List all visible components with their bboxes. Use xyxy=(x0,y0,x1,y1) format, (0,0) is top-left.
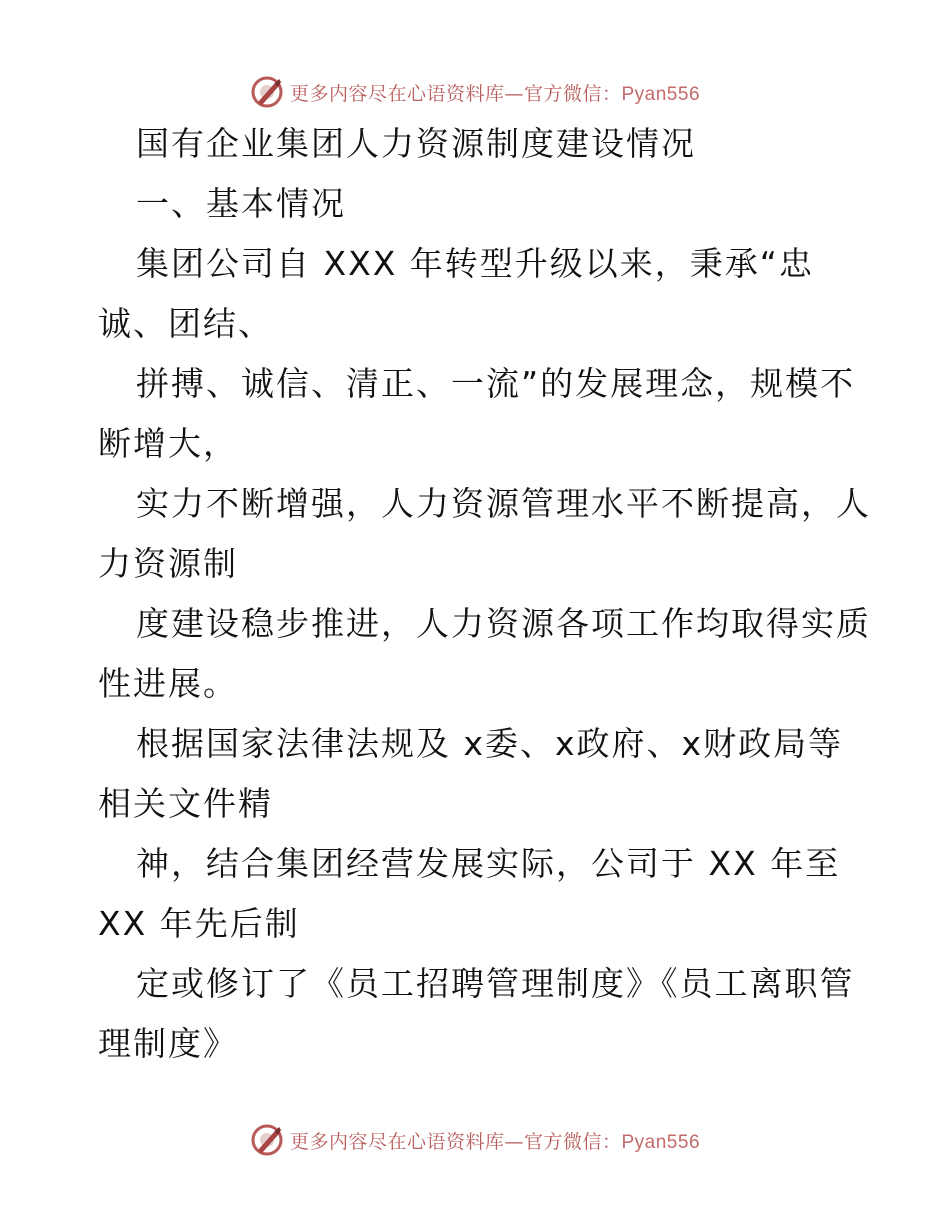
text-line: 理制度》 xyxy=(98,1024,238,1063)
text-line: 神，结合集团经营发展实际，公司于 XX 年至 xyxy=(136,844,841,883)
pen-logo-icon xyxy=(250,75,284,109)
text-line: 诚、团结、 xyxy=(98,304,273,343)
pen-logo-icon xyxy=(250,1123,284,1157)
footer-watermark-banner xyxy=(0,1120,950,1160)
document-body xyxy=(98,114,871,1074)
text-line: 拼搏、诚信、清正、一流”的发展理念，规模不 xyxy=(136,364,856,403)
text-line: 定或修订了《员工招聘管理制度》《员工离职管 xyxy=(136,964,855,1003)
watermark-text: 更多内容尽在心语资料库—官方微信：Pyan556 xyxy=(289,82,701,105)
text-line: 国有企业集团人力资源制度建设情况 xyxy=(136,124,696,163)
text-line: 集团公司自 XXX 年转型升级以来，秉承“忠 xyxy=(136,244,814,283)
text-line: 根据国家法律法规及 x委、x政府、x财政局等 xyxy=(136,724,844,763)
text-line: 断增大， xyxy=(98,424,238,463)
text-line: 一、基本情况 xyxy=(136,184,346,223)
text-line: 相关文件精 xyxy=(98,784,273,823)
watermark-text: 更多内容尽在心语资料库—官方微信：Pyan556 xyxy=(289,1130,701,1153)
text-line: 力资源制 xyxy=(98,544,238,583)
header-watermark-banner xyxy=(0,72,950,112)
text-line: XX 年先后制 xyxy=(98,904,300,943)
text-line: 实力不断增强，人力资源管理水平不断提高，人 xyxy=(136,484,871,523)
text-line: 度建设稳步推进，人力资源各项工作均取得实质 xyxy=(136,604,871,643)
text-line: 性进展。 xyxy=(98,664,238,703)
